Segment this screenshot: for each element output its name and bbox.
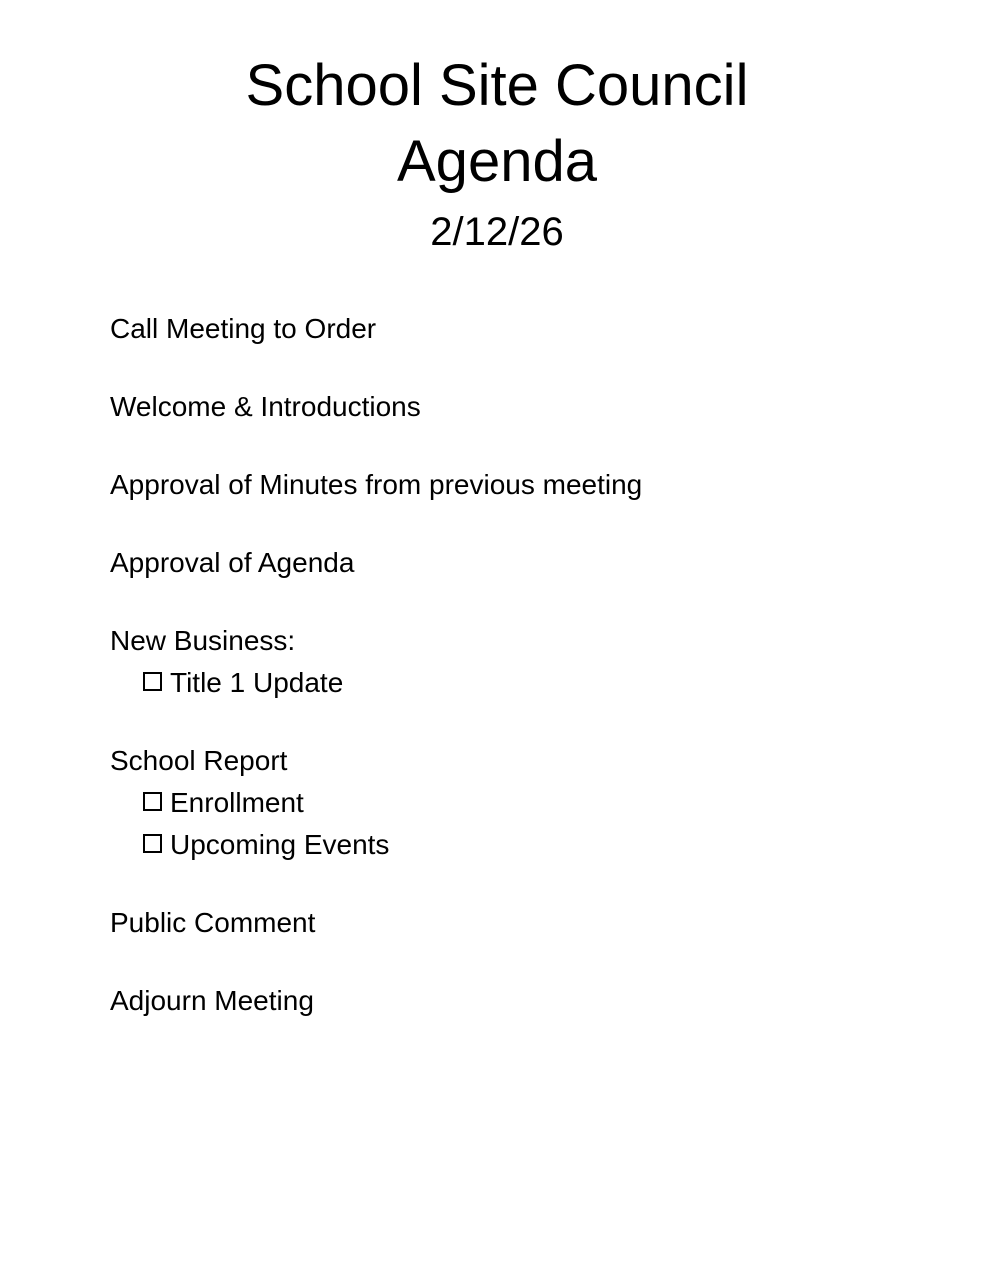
- sub-item-upcoming-events: [110, 824, 642, 866]
- checkbox-icon[interactable]: [143, 792, 162, 811]
- sub-item-enrollment: [110, 782, 642, 824]
- new-business-label: New Business:: [110, 625, 296, 656]
- title-line-2: Agenda: [397, 129, 597, 194]
- agenda-item-public-comment: Public Comment: [110, 907, 316, 938]
- agenda-item-adjourn: Adjourn Meeting: [110, 985, 314, 1016]
- new-business-sublist: [110, 662, 642, 704]
- agenda-item-approval-minutes: Approval of Minutes from previous meeting: [110, 469, 643, 500]
- agenda-item-call-to-order: Call Meeting to Order: [110, 313, 377, 344]
- document-header: [0, 48, 994, 260]
- agenda-list: [110, 308, 642, 1058]
- sub-item-title-1-update: [110, 662, 642, 704]
- school-report-label: School Report: [110, 745, 288, 776]
- checkbox-icon[interactable]: [143, 672, 162, 691]
- sub-item-label: Title 1 Update: [170, 667, 344, 698]
- sub-item-label: Enrollment: [170, 787, 304, 818]
- title-line-1: School Site Council: [245, 53, 749, 118]
- agenda-section-new-business: [110, 620, 642, 704]
- agenda-item-welcome: Welcome & Introductions: [110, 391, 421, 422]
- agenda-item-approval-agenda: Approval of Agenda: [110, 547, 355, 578]
- meeting-date: 2/12/26: [430, 210, 564, 254]
- school-report-sublist: [110, 782, 642, 866]
- agenda-section-school-report: [110, 740, 642, 866]
- sub-item-label: Upcoming Events: [170, 829, 390, 860]
- checkbox-icon[interactable]: [143, 834, 162, 853]
